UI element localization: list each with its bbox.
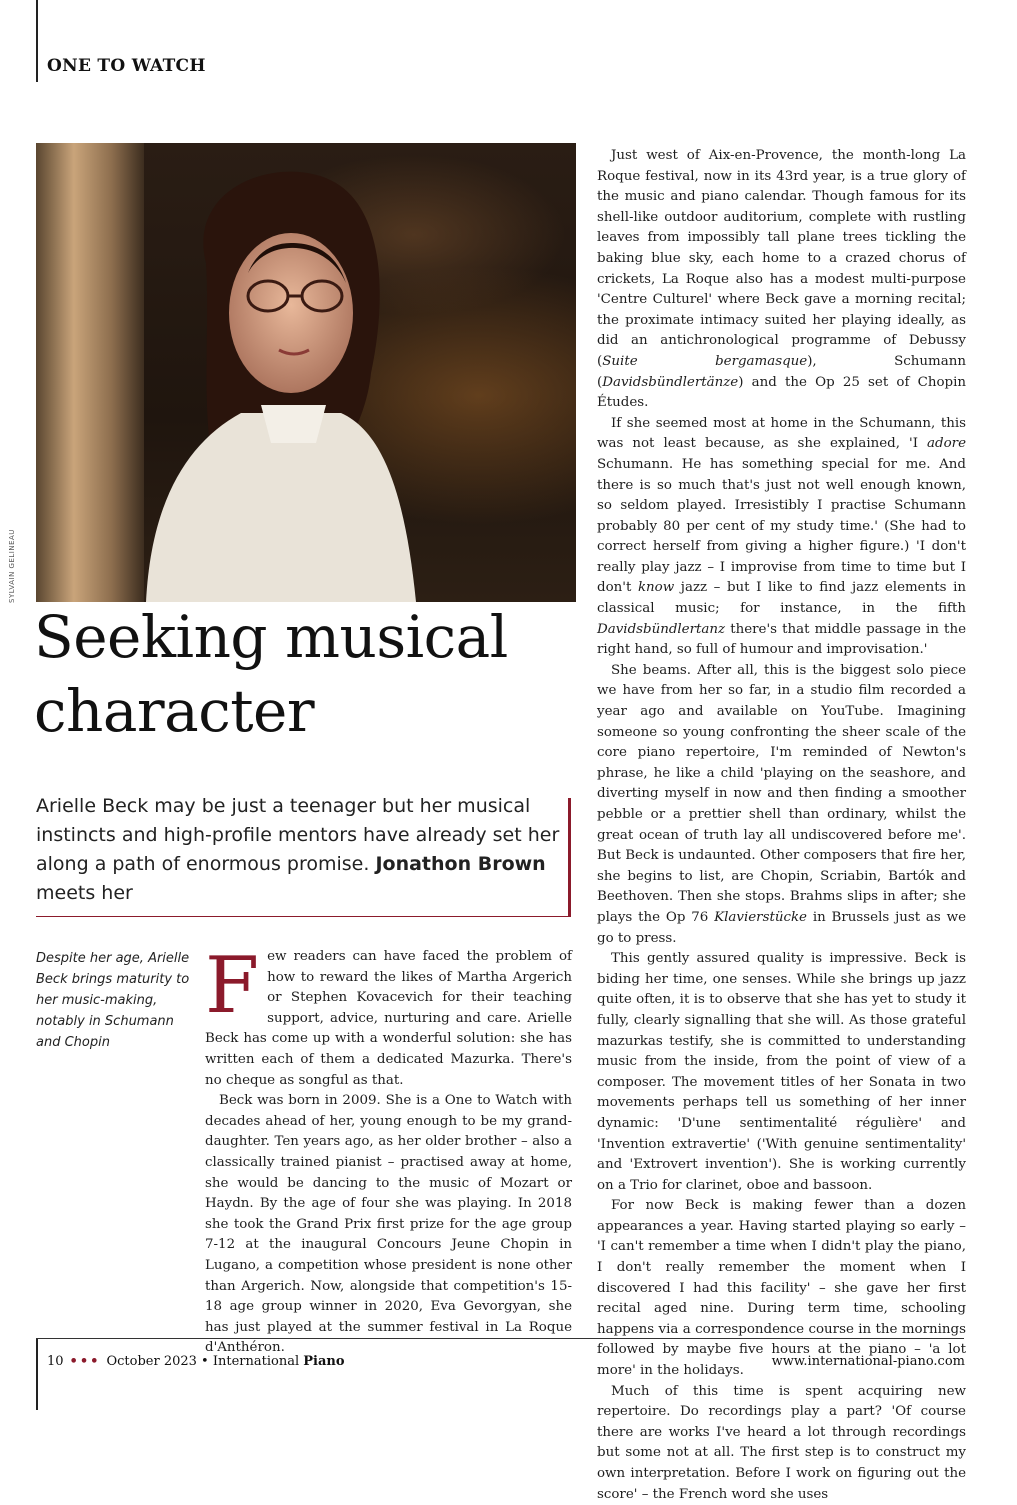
section-kicker: ONE TO WATCH — [47, 56, 206, 76]
footer-folio — [47, 1354, 345, 1369]
article-column-2 — [597, 146, 966, 1505]
article-column-1 — [205, 941, 572, 1359]
paragraph: This gently assured quality is impressive. Beck is biding her time, one senses. While she brings up jazz quite often, it is to observe that she has yet to study it fully, clearly signalling that she will. As those grateful mazurkas testify, she is committed to understanding music from the inside, from the point of view of a composer. The movement titles of her Sonata in two movements perhaps tell us something of her inner dynamic: 'D'une sentimentalité régulière' and 'Invention extravertie' ('With genuine sentimentality' and 'Extrovert invention'). She is working currently on a Trio for clarinet, oboe and bassoon. — [597, 951, 966, 1193]
top-rule — [36, 0, 38, 82]
standfirst-accent-rule — [568, 798, 571, 916]
paragraph: Much of this time is spent acquiring new repertoire. Do recordings play a part? 'Of course there are works I've heard a lot through recordings but some not at all. The first step is to construct my own interpretation. Before I work on figuring out the score' – the French word she uses — [597, 1383, 966, 1502]
photo-credit-text: SYLVAIN GELINEAU — [8, 529, 16, 603]
standfirst — [36, 792, 576, 908]
portrait-illustration — [36, 143, 576, 602]
portrait-photo — [36, 143, 576, 602]
photo-caption: Despite her age, Arielle Beck brings maturity to her music-making, notably in Schumann and Chopin — [36, 951, 190, 1050]
footer-url: www.international-piano.com — [771, 1354, 965, 1369]
standfirst-text: Arielle Beck may be just a teenager but her musical instincts and high-profile mentors have already set her along a path of enormous promise. — [36, 795, 560, 875]
paragraph: If she seemed most at home in the Schumann, this was not least because, as she explained, 'I adore Schumann. He has something special for me. And there is so much that's just not well enough known, so seldom played. Irresistibly I practise Schumann probably 80 per cent of my study time.' (She had to correct herself from giving a higher figure.) 'I don't really play jazz – I improvise from time to time but I don't know jazz – but I like to find jazz elements in classical music; for instance, in the fifth Davidsbündlertanz there's that middle passage in the right hand, so full of humour and improvisation.' — [597, 415, 966, 658]
standfirst-tail: meets her — [36, 882, 133, 904]
paragraph: For now Beck is making fewer than a dozen appearances a year. Having started playing so early – 'I can't remember a time when I didn't play the piano, I don't really remember the moment when I discovered I had this facility' – she gave her first recital aged nine. During term time, schooling happens via a correspondence course in the mornings followed by maybe five hours at the piano – 'a lot more' in the holidays. — [597, 1198, 966, 1379]
page-number: 10 — [47, 1354, 64, 1369]
issue-info: October 2023 • International Piano — [106, 1354, 345, 1369]
drop-cap: F — [205, 941, 260, 1031]
paragraph: She beams. After all, this is the biggest solo piece we have from her so far, in a studio film recorded a year ago and available on YouTube. Imagining someone so young confronting the sheer scale of the core piano repertoire, I'm reminded of Newton's phrase, he like a child 'playing on the seashore, and diverting myself in now and then finding a smoother pebble or a prettier shell than ordinary, whilst the great ocean of truth lay all undiscovered before me'. But Beck is undaunted. Other composers that fire her, she begins to list, are Chopin, Scriabin, Bartók and Beethoven. Then she stops. Brahms slips in after; she plays the Op 76 Klavierstücke in Brussels just as we go to press. — [597, 662, 966, 946]
footer-dots: ••• — [69, 1354, 101, 1369]
paragraph: Just west of Aix-en-Provence, the month-long La Roque festival, now in its 43rd year, is a true glory of the music and piano calendar. Though famous for its shell-like outdoor auditorium, complete with rustling leaves from impossibly tall plane trees tickling the baking blue sky, each home to a crazed chorus of crickets, La Roque also has a modest multi-purpose 'Centre Culturel' where Beck gave a morning recital; the proximate intimacy suited her playing ideally, as did an antichronological programme of Debussy (Suite bergamasque), Schumann (Davidsbündlertänze) and the Op 25 set of Chopin Études. — [597, 148, 966, 411]
standfirst-underline — [36, 916, 571, 917]
bottom-rule — [36, 1338, 38, 1410]
headline: Seeking musical character — [34, 603, 508, 745]
photo-credit — [4, 528, 16, 608]
paragraph: Beck was born in 2009. She is a One to Watch with decades ahead of her, young enough to be my grand-daughter. Ten years ago, as her older brother – also a classically trained pianist – practised away at home, she would be dancing to the music of Mozart or Haydn. By the age of four she was playing. In 2018 she took the Grand Prix first prize for the age group 7-12 at the inaugural Concours Jeune Chopin in Lugano, a competition whose president is none other than Argerich. Now, alongside that competition's 15-18 age group winner in 2020, Eva Gevorgyan, she has just played at the summer festival in La Roque d'Anthéron. — [205, 1093, 572, 1356]
author-name: Jonathon Brown — [375, 853, 546, 875]
footer-rule — [36, 1338, 964, 1339]
paragraph: ew readers can have faced the problem of how to reward the likes of Martha Argerich or Stephen Kovacevich for their teaching support, advice, nurturing and care. Arielle Beck has come up with a wonderful solution: she has written each of them a dedicated Mazurka. There's no cheque as songful as that. — [205, 949, 572, 1088]
